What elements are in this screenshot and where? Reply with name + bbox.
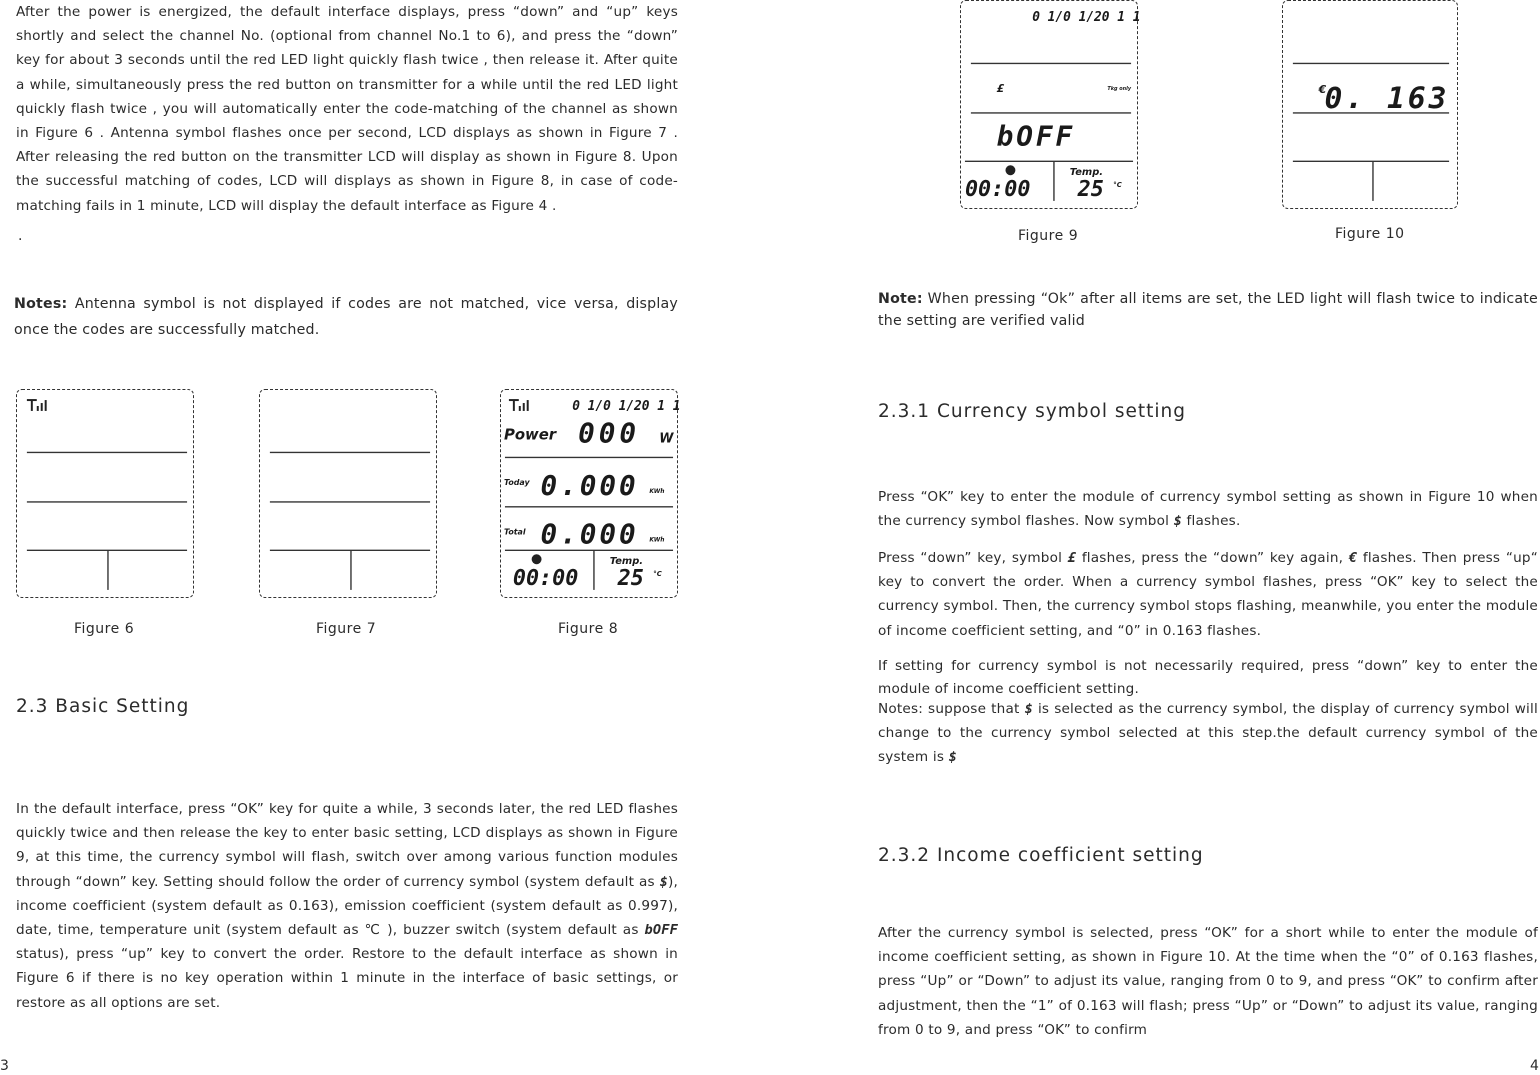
- note-label: Note:: [878, 291, 923, 307]
- section-heading-basic-setting: 2.3 Basic Setting: [16, 696, 190, 717]
- lcd-temp-unit: °C: [653, 570, 662, 579]
- currency-notes-paragraph: [878, 697, 1538, 770]
- lcd-time: 00:00: [512, 565, 579, 591]
- lcd-time: 00:00: [964, 176, 1031, 202]
- euro-symbol: €: [1348, 550, 1358, 566]
- lcd-today-unit: KWh: [649, 488, 665, 496]
- dollar-symbol: $: [1024, 701, 1033, 717]
- note-text: When pressing “Ok” after all items are set, the LED light will flash twice to indicate the setting are verified valid: [878, 291, 1538, 329]
- boff-symbol: bOFF: [644, 922, 678, 939]
- currency-text-2a: Press “down” key, symbol: [878, 550, 1068, 566]
- lcd-temp-label: Temp.: [1069, 167, 1104, 179]
- intro-paragraph: After the power is energized, the default interface displays, press “down” and “up” keys shortly and select the channel No. (optional from channel No.1 to 6), and press the “down” key for about 3 seconds until the red LED light quickly flash twice , then release it. After quite a while, simultaneously press the red button on transmitter for a while until the red LED light quickly flash twice , you will automatically enter the code-matching of the channel as shown in Figure 6 . Antenna symbol flashes once per second, LCD displays as shown in Figure 7 . After releasing the red button on the transmitter LCD will display as shown in Figure 8. Upon the successful matching of codes, LCD will displays as shown in Figure 8, in case of code-matching fails in 1 minute, LCD will display the default interface as Figure 4 .: [16, 4, 678, 214]
- figure-10-caption: Figure 10: [1335, 226, 1405, 242]
- lcd-income-value: 0. 163: [1324, 79, 1450, 115]
- notes-text: Antenna symbol is not displayed if codes are not matched, vice versa, display once the codes are successfully matched.: [14, 296, 678, 338]
- lcd-today-value: 0.000: [540, 468, 639, 502]
- lcd-unit-small: Tkg only: [1107, 86, 1132, 93]
- section-heading-income: 2.3.2 Income coefficient setting: [878, 845, 1204, 866]
- antenna-icon: [509, 400, 529, 411]
- lcd-temp-label: Temp.: [609, 556, 644, 568]
- lcd-today-label: Today: [503, 478, 530, 488]
- basic-text-3: status), press “up” key to convert the order. Restore to the default interface as shown in Figure 6 if there is no key operation within 1 minute in the interface of basic settings, or restore as all options are set.: [16, 946, 678, 1011]
- notes-label: Notes:: [14, 296, 68, 312]
- figure-7-lcd: [259, 389, 437, 598]
- lcd-temp-unit: °C: [1113, 181, 1122, 190]
- page-number-right: 4: [1530, 1058, 1539, 1074]
- clock-icon: [532, 554, 542, 564]
- figure-6-lcd: [16, 389, 194, 598]
- lcd-date: 0 1/0 1/20 1 1: [1032, 9, 1141, 25]
- pound-symbol: £: [1067, 550, 1077, 566]
- figure-8-caption: Figure 8: [558, 621, 619, 637]
- dollar-symbol: $: [948, 749, 958, 766]
- lcd-temp-value: 25: [1077, 176, 1104, 202]
- lcd-power-label: Power: [503, 426, 557, 444]
- antenna-icon: [27, 400, 47, 411]
- figure-6-caption: Figure 6: [74, 621, 135, 637]
- basic-setting-paragraph: [16, 797, 678, 1015]
- clock-icon: [1005, 165, 1015, 175]
- page-number-left: 3: [0, 1058, 9, 1074]
- dollar-symbol: $: [659, 873, 668, 890]
- lcd-date: 0 1/0 1/20 1 1: [572, 398, 681, 414]
- figure-7-caption: Figure 7: [316, 621, 377, 637]
- currency-notes-b: is selected as the currency symbol, the display of currency symbol will change to the currency symbol selected at this step.the default currency symbol of the system is: [878, 701, 1538, 766]
- figure-8-lcd: [500, 389, 681, 598]
- lcd-temp-value: 25: [617, 565, 644, 591]
- currency-text-2b: flashes, press the “down” key again,: [1076, 550, 1349, 566]
- stray-dot: .: [18, 228, 23, 244]
- figure-9-caption: Figure 9: [1018, 228, 1079, 244]
- section-heading-currency: 2.3.1 Currency symbol setting: [878, 401, 1187, 422]
- income-paragraph: After the currency symbol is selected, press “OK” for a short while to enter the module of income coefficient setting, as shown in Figure 10. At the time when the “0” of 0.163 flashes, press “Up” or “Down” to adjust its value, ranging from 0 to 9, and press “OK” to confirm after adjustment, then the “1” of 0.163 will flash; press “Up” or “Down” to adjust its value, ranging from 0 to 9, and press “OK” to confirm: [878, 925, 1538, 1038]
- notes-paragraph: [14, 291, 678, 343]
- basic-text-1: In the default interface, press “OK” key for quite a while, 3 seconds later, the red LED flashes quickly twice and then release the key to enter basic setting, LCD displays as shown in Figure 9, at this time, the currency symbol will flash, switch over among various function modules through “down” key. Setting should follow the order of currency symbol (system default as: [16, 801, 678, 890]
- basic-text-2: ), income coefficient (system default as 0.163), emission coefficient (system default as 0.997), date, time, temperature unit (system default as ℃ ), buzzer switch (system default as: [16, 873, 678, 939]
- currency-paragraph-3: If setting for currency symbol is not necessarily required, press “down” key to enter the module of income coefficient setting.: [878, 658, 1538, 697]
- currency-paragraph-2: [878, 546, 1538, 643]
- lcd-power-unit: W: [659, 431, 674, 447]
- figure-10-lcd: [1282, 0, 1458, 209]
- lcd-total-label: Total: [503, 527, 526, 537]
- lcd-boff: bOFF: [996, 119, 1076, 153]
- lcd-power-value: 000: [578, 416, 640, 450]
- figure-9-lcd: [960, 0, 1141, 209]
- lcd-currency-euro: €: [1318, 83, 1327, 97]
- currency-text-2c: flashes. Then press “up“ key to convert the order. When a currency symbol flashes, press “OK” key to select the currency symbol. Then, the currency symbol stops flashing, meanwhile, you enter the module of income coefficient setting, and “0” in 0.163 flashes.: [878, 550, 1538, 639]
- lcd-total-unit: KWh: [649, 536, 665, 544]
- currency-text-1a: Press “OK” key to enter the module of currency symbol setting as shown in Figure 10 when the currency symbol flashes. Now symbol: [878, 489, 1538, 530]
- note-paragraph: [878, 288, 1538, 332]
- currency-text-1b: flashes.: [1182, 513, 1241, 530]
- currency-notes-a: Notes: suppose that: [878, 701, 1025, 717]
- dollar-symbol: $: [1173, 513, 1182, 530]
- currency-paragraph-1: [878, 485, 1538, 533]
- lcd-currency-pound: £: [996, 82, 1005, 96]
- lcd-total-value: 0.000: [540, 517, 639, 551]
